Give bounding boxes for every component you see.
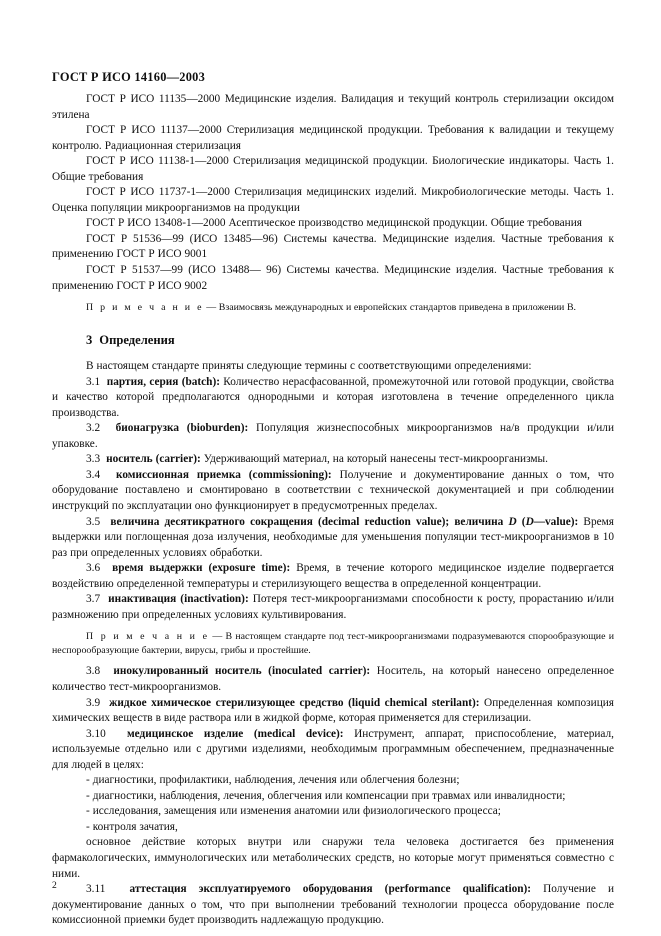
definition-number: 3.7 <box>86 593 101 606</box>
section-title: Определения <box>99 333 175 348</box>
reference-item: ГОСТ Р ИСО 11737-1—2000 Стерилизация медицинских изделий. Микробиологические методы. Часть 1. Оценка популяции микроорганизмов на продукции <box>52 186 614 214</box>
definition-text: Получение и документирование данных о том, что при выполнении требований технологии процесса оборудование после комиссионной приемки будет производить надлежащую продукцию. <box>52 883 614 927</box>
definition-3-5 <box>52 515 614 562</box>
definition-term: время выдержки (exposure time): <box>112 562 291 575</box>
list-item: - контроля зачатия, <box>86 820 178 833</box>
definition-term: аттестация эксплуатируемого оборудования (performance qualification): <box>129 883 532 896</box>
definition-term-mid: ( <box>516 515 526 528</box>
reference-item: ГОСТ Р 51537—99 (ИСО 13488— 96) Системы качества. Медицинские изделия. Частные требования к применению ГОСТ Р ИСО 9002 <box>52 264 614 292</box>
definition-number: 3.11 <box>86 883 106 896</box>
definition-text: Потеря тест-микроорганизмами способности к росту, прорастанию и/или размножению при определенных условиях культивирования. <box>52 593 614 621</box>
definition-3-9 <box>52 696 614 727</box>
note-standards-relation <box>52 301 614 315</box>
definition-term: партия, серия (batch): <box>106 375 220 388</box>
list-item: - диагностики, наблюдения, лечения, облегчения или компенсации при травмах или инвалидности; <box>86 789 566 802</box>
definition-3-3 <box>52 452 614 468</box>
definition-text: Получение и документирование данных о том, что оборудование поставлено и смонтировано в соответствии с технической документацией и при соблюдении инструкций по эксплуатации оно функционирует в предусмотренных пределах. <box>52 468 614 513</box>
definition-term: жидкое химическое стерилизующее средство (liquid chemical sterilant): <box>109 696 480 709</box>
definition-number: 3.3 <box>86 453 101 466</box>
definition-number: 3.6 <box>86 562 101 575</box>
note-dash: — <box>209 631 226 643</box>
note-text: В настоящем стандарте под тест-микроорганизмами подразумеваются спорообразующие и неспорообразующие бактерии, вирусы, грибы и простейшие. <box>52 631 614 657</box>
definition-number: 3.2 <box>86 422 101 435</box>
section-intro: В настоящем стандарте приняты следующие термины с соответствующими определениями: <box>86 360 532 373</box>
definition-text: Удерживающий материал, на который нанесены тест-микроорганизмы. <box>200 453 548 466</box>
page-number: 2 <box>52 880 57 891</box>
note-label: П р и м е ч а н и е <box>86 631 210 643</box>
note-test-microorganisms <box>52 630 614 658</box>
page-content <box>52 92 614 929</box>
list-item: - исследования, замещения или изменения анатомии или физиологического процесса; <box>86 805 501 818</box>
definition-3-1 <box>52 375 614 422</box>
definition-number: 3.1 <box>86 375 101 388</box>
definition-text: Определенная композиция химических веществ в виде раствора или в жидкой форме, которая применяется для стерилизации. <box>52 696 614 725</box>
definition-number: 3.4 <box>86 468 101 481</box>
definition-term-end: —value): <box>533 515 579 528</box>
definition-text: Время, в течение которого медицинское изделие подвергается воздействию определенной температуры и стерилизующего вещества в определенной концентрации. <box>52 562 614 590</box>
definition-3-4 <box>52 468 614 515</box>
definition-term: инактивация (inactivation): <box>108 593 249 606</box>
definition-term: комиссионная приемка (commissioning): <box>115 468 332 481</box>
reference-item: ГОСТ Р ИСО 13408-1—2000 Асептическое производство медицинской продукции. Общие требования <box>86 217 582 230</box>
reference-item: ГОСТ Р ИСО 11137—2000 Стерилизация медицинской продукции. Требования к валидации и текущему контролю. Радиационная стерилизация <box>52 124 614 152</box>
list-item: - диагностики, профилактики, наблюдения, лечения или облегчения болезни; <box>86 774 460 787</box>
reference-item: ГОСТ Р ИСО 11135—2000 Медицинские изделия. Валидация и текущий контроль стерилизации оксидом этилена <box>52 93 614 121</box>
note-text: Взаимосвязь международных и европейских стандартов приведена в приложении В. <box>218 302 576 314</box>
running-header: ГОСТ Р ИСО 14160—2003 <box>52 70 206 84</box>
definition-number: 3.5 <box>86 515 101 528</box>
reference-item: ГОСТ Р ИСО 11138-1—2000 Стерилизация медицинской продукции. Биологические индикаторы. Часть 1. Общие требования <box>52 155 614 183</box>
definition-text: Носитель, на который нанесено определенное количество тест-микроорганизмов. <box>52 665 614 693</box>
section-number: 3 <box>86 333 93 348</box>
definition-term: инокулированный носитель (inoculated carrier): <box>113 665 371 678</box>
definition-number: 3.9 <box>86 696 101 709</box>
definition-text: Инструмент, аппарат, приспособление, материал, используемые отдельно или с другими изделиями, необходимым программным обеспечением, предназначенные для людей в целях: <box>52 727 615 771</box>
definition-3-2 <box>52 421 614 452</box>
definition-text: Популяция жизнеспособных микроорганизмов на/в продукции и/или упаковке. <box>52 422 614 450</box>
definition-3-10-closing: основное действие которых внутри или снаружи тела человека достигается без применения фармакологических, иммунологических или метаболических средств, но которые могут применяться совместно с ними. <box>52 836 614 880</box>
note-dash: — <box>203 302 219 314</box>
definition-number: 3.10 <box>86 727 106 740</box>
definition-term: носитель (carrier): <box>106 453 201 466</box>
definition-3-11 <box>52 882 614 929</box>
definition-term: бионагрузка (bioburden): <box>115 422 249 435</box>
note-label: П р и м е ч а н и е <box>86 302 204 314</box>
reference-item: ГОСТ Р 51536—99 (ИСО 13485—96) Системы качества. Медицинские изделия. Частные требования к применению ГОСТ Р ИСО 9001 <box>52 232 614 261</box>
definition-3-10 <box>52 727 614 774</box>
definition-3-7 <box>52 592 614 623</box>
section-heading-definitions <box>52 315 614 359</box>
definition-term: медицинское изделие (medical device): <box>126 727 344 740</box>
definition-text: Время выдержки или поглощенная доза излучения, необходимые для уменьшения популяции тест-микроорганизмов в 10 раз при определенных условиях обработки. <box>52 515 614 559</box>
definition-text: Количество нерасфасованной, промежуточной или готовой продукции, свойства и качество которой предполагаются однородными и которая изготовлена в течение определенного цикла производства. <box>52 375 614 419</box>
definition-3-6 <box>52 561 614 592</box>
definition-term: величина десятикратного сокращения (decimal reduction value); величина <box>110 515 509 528</box>
d-value-symbol-en: D <box>525 515 534 528</box>
definition-number: 3.8 <box>86 665 101 678</box>
definition-3-8 <box>52 664 614 695</box>
d-value-symbol: D <box>508 515 517 528</box>
